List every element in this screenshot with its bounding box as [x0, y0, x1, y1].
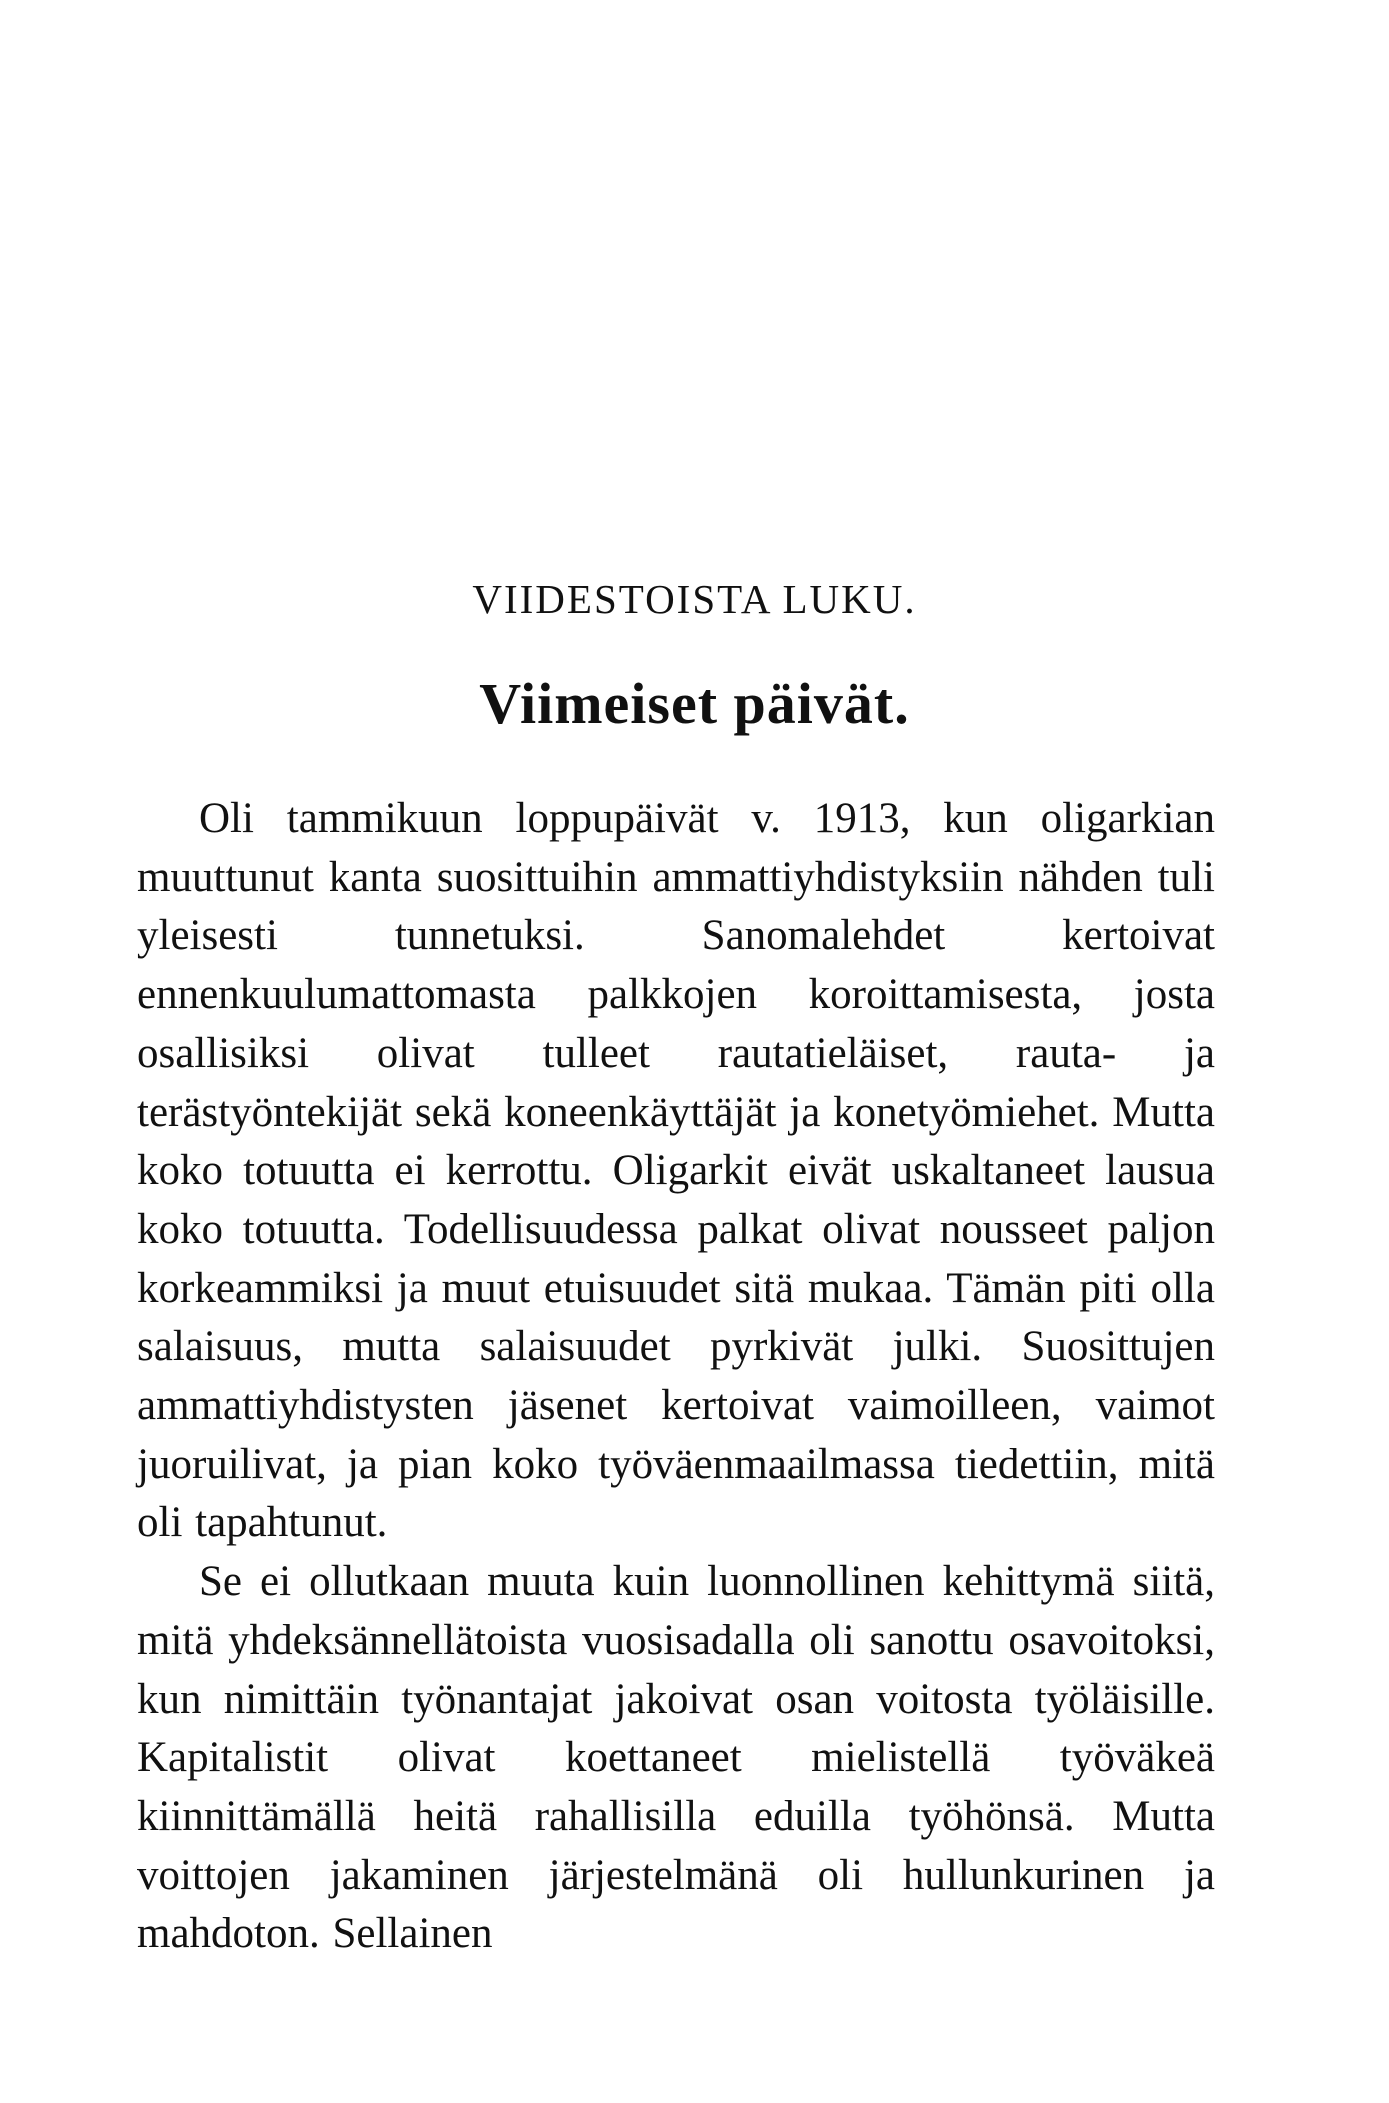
chapter-number: VIIDESTOISTA LUKU. — [472, 576, 917, 622]
paragraph: Se ei ollutkaan muuta kuin luonnollinen kehittymä siitä, mitä yhdeksännellätoista vuosisadalla oli sanottu osavoitoksi, kun nimittäin työnantajat jakoivat osan voitosta työläisille. Kapitalistit olivat koettaneet mielistellä työväkeä kiinnittämällä heitä rahallisilla eduilla työhönsä. Mutta voittojen jakaminen järjestelmänä oli hullunkurinen ja mahdoton. Sellainen — [137, 1558, 1215, 1958]
paragraph: Oli tammikuun loppupäivät v. 1913, kun oligarkian muuttunut kanta suosittuihin ammattiyhdistyksiin nähden tuli yleisesti tunnetuksi. Sanomalehdet kertoivat ennenkuulumattomasta palkkojen koroittamisesta, josta osallisiksi olivat tulleet rautatieläiset, rauta- ja terästyöntekijät sekä koneenkäyttäjät ja konetyömiehet. Mutta koko totuutta ei kerrottu. Oligarkit eivät uskaltaneet lausua koko totuutta. Todellisuudessa palkat olivat nousseet paljon korkeammiksi ja muut etuisuudet sitä mukaa. Tämän piti olla salaisuus, mutta salaisuudet pyrkivät julki. Suosittujen ammattiyhdistysten jäsenet kertoivat vaimoilleen, vaimot juoruilivat, ja pian koko työväenmaailmassa tiedettiin, mitä oli tapahtunut. — [137, 795, 1215, 1547]
chapter-body — [137, 790, 1215, 1964]
chapter-title: Viimeiset päivät. — [479, 671, 910, 736]
